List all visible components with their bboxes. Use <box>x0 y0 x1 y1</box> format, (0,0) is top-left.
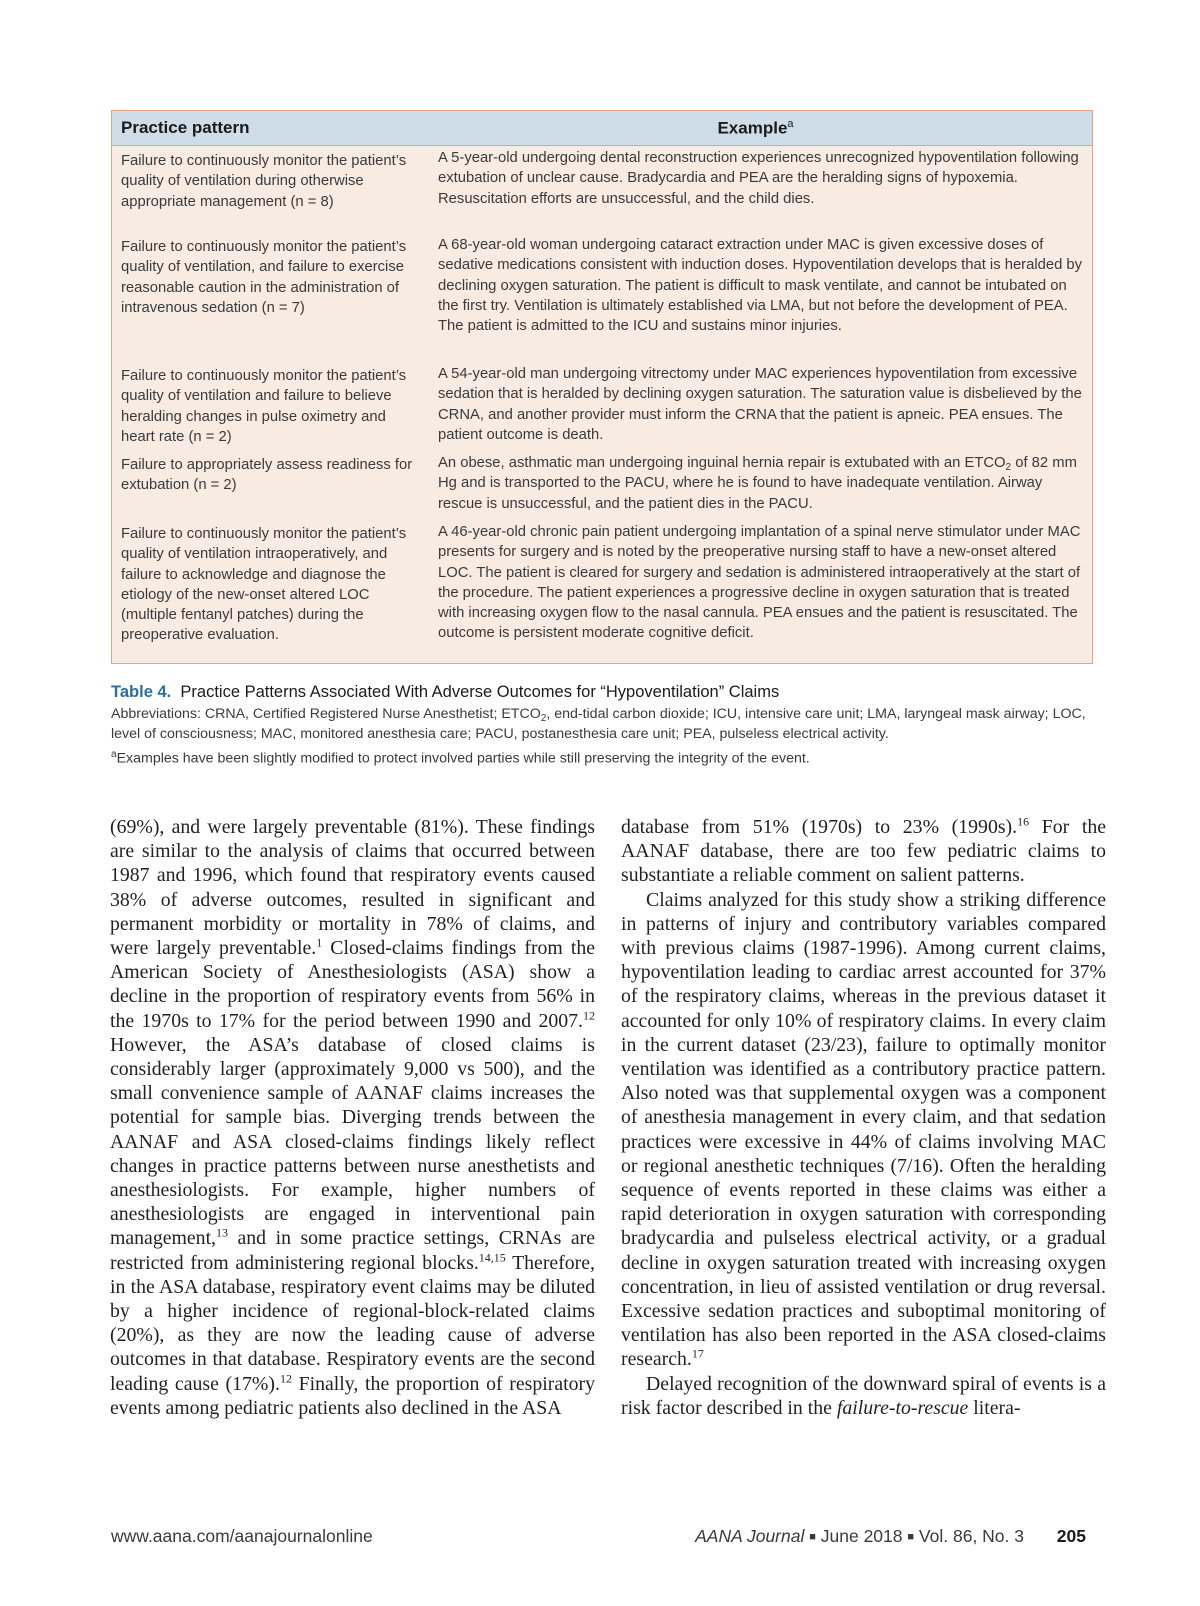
text-run: Finally, the proportion of respiratory events among pediatric patients also declined in the ASA <box>110 1372 595 1419</box>
table-row <box>112 233 1092 362</box>
footnote-text: Examples have been slightly modified to protect involved parties while still preserving the integrity of the event. <box>116 750 810 767</box>
caption-title <box>111 682 1096 702</box>
header-example-footnote: a <box>787 117 794 130</box>
example-text-cont: of 82 mm Hg and is transported to the PACU, where he is found to have inadequate ventilation. Airway rescue is unsuccessful, and the patient dies in the PACU. <box>438 455 1077 512</box>
text-run: Therefore, in the ASA database, respiratory event claims may be diluted by a higher incidence of regional-block-related claims (20%), as they are now the leading cause of adverse outcomes in that database. Respiratory events are the second leading cause (17%). <box>110 1251 595 1395</box>
practice-pattern-cell: Failure to continuously monitor the patient’s quality of ventilation during otherwise appropriate management (n = 8) <box>121 153 407 210</box>
table-header <box>112 111 1092 146</box>
emphasis: failure-to-rescue <box>836 1396 969 1419</box>
abbr-text: Abbreviations: CRNA, Certified Registered Nurse Anesthetist; ETCO <box>111 706 541 722</box>
text-run: (69%), and were largely preventable (81%). These findings are similar to the analysis of claims that occurred between 1987 and 1996, which found that respiratory events caused 38% of adverse outcomes, resulted in significant and permanent morbidity or mortality in 78% of claims, and were largely preventable. <box>110 816 595 960</box>
header-practice-pattern: Practice pattern <box>121 118 250 137</box>
volume: Vol. 86, No. 3 <box>918 1526 1024 1546</box>
text-run: Claims analyzed for this study show a striking difference in patterns of injury and contributory variables compared with previous claims (1987-1996). Among current claims, hypoventilation leading to cardiac arrest accounted for 37% of the respiratory claims, whereas in the previous dataset it accounted for only 10% of respiratory claims. In every claim in the current dataset (23/23), failure to optimally monitor ventilation was identified as a contributory practice pattern. Also noted was that supplemental oxygen was a component of anesthesia management in every claim, and that sedation practices were excessive in 44% of claims involving MAC or regional anesthetic techniques (7/16). Often the heralding sequence of events reported in these claims was either a rapid deterioration in oxygen saturation with corresponding bradycardia and pulseless electrical activity, or a gradual decline in oxygen saturation treated with increasing oxygen concentration, in lieu of assisted ventilation or drug reversal. Excessive sedation practices and suboptimal monitoring of ventilation has also been reported in the ASA closed-claims research. <box>621 888 1106 1371</box>
citation-ref: 12 <box>279 1371 292 1386</box>
body-column-right <box>621 815 1106 1420</box>
citation-ref: 17 <box>691 1346 704 1361</box>
citation-ref: 1 <box>316 935 323 950</box>
table-caption <box>111 682 1096 769</box>
example-cell <box>430 451 1092 520</box>
text-run: Delayed recognition of the downward spiral of events is a risk factor described in the <box>621 1372 1106 1419</box>
issue-date: June 2018 <box>820 1526 903 1546</box>
caption-footnote <box>111 745 1096 769</box>
practice-pattern-cell: Failure to continuously monitor the patient’s quality of ventilation intraoperatively, and failure to acknowledge and diagnose the etiology of the new-onset altered LOC (multiple fentanyl patches) during the preoperative evaluation. <box>121 526 407 644</box>
table-row <box>112 451 1092 520</box>
table-row <box>112 146 1092 233</box>
subscript: 2 <box>540 713 547 724</box>
text-run: Closed-claims findings from the American Society of Anesthesiologists (ASA) show a decline in the proportion of respiratory events from 56% in the 1970s to 17% for the period between 1990 and 2007. <box>110 937 595 1032</box>
subscript: 2 <box>1005 462 1012 473</box>
practice-pattern-cell: Failure to appropriately assess readiness for extubation (n = 2) <box>121 457 413 494</box>
paragraph <box>621 815 1106 888</box>
citation-ref: 16 <box>1017 814 1030 829</box>
example-text: An obese, asthmatic man undergoing inguinal hernia repair is extubated with an ETCO <box>438 455 1006 471</box>
text-run: database from 51% (1970s) to 23% (1990s). <box>621 816 1018 838</box>
header-example-label: Example <box>717 118 788 138</box>
journal-name: AANA Journal <box>695 1526 805 1546</box>
body-column-left <box>110 815 595 1420</box>
text-run: However, the ASA’s database of closed claims is considerably larger (approximately 9,000 vs 500), and the small convenience sample of AANAF claims increases the potential for sample bias. Diverging trends between the AANAF and ASA closed-claims findings likely reflect changes in practice patterns between nurse anesthetists and anesthesiologists. For example, higher numbers of anesthesiologists are engaged in interventional pain management, <box>110 1033 595 1250</box>
text-run: and in some practice settings, CRNAs are restricted from administering regional blocks. <box>110 1227 595 1274</box>
practice-pattern-cell: Failure to continuously monitor the patient’s quality of ventilation and failure to believe heralding changes in pulse oximetry and heart rate (n = 2) <box>121 368 407 445</box>
citation-ref: 13 <box>216 1225 229 1240</box>
caption-title-text: Practice Patterns Associated With Adverse Outcomes for “Hypoventilation” Claims <box>180 683 780 701</box>
table-row <box>112 520 1092 663</box>
caption-abbreviations <box>111 704 1096 745</box>
practice-pattern-cell: Failure to continuously monitor the patient’s quality of ventilation, and failure to exercise reasonable caution in the administration of intravenous sedation (n = 7) <box>121 239 407 316</box>
journal-citation <box>695 1526 1024 1547</box>
caption-label: Table 4. <box>111 683 172 701</box>
citation-ref: 12 <box>583 1008 595 1023</box>
paragraph <box>621 888 1106 1372</box>
table-4 <box>111 110 1093 664</box>
journal-url[interactable]: www.aana.com/aanajournalonline <box>111 1526 373 1546</box>
text-run: For the AANAF database, there are too few pediatric claims to substantiate a reliable comment on salient patterns. <box>621 816 1106 887</box>
example-cell: A 54-year-old man undergoing vitrectomy under MAC experiences hypoventilation from excessive sedation that is heralded by declining oxygen saturation. The saturation value is disbelieved by the CRNA, and another provider must inform the CRNA that the patient is apneic. PEA ensues. The patient outcome is death. <box>438 366 1082 443</box>
page-footer <box>111 1526 1086 1552</box>
example-cell: A 46-year-old chronic pain patient undergoing implantation of a spinal nerve stimulator under MAC presents for surgery and is noted by the preoperative nursing staff to have a new-onset altered LOC. The patient is cleared for surgery and sedation is administered intraoperatively at the start of the procedure. The patient experiences a progressive decline in oxygen saturation that is treated with increasing oxygen flow to the nasal cannula. PEA ensues and the patient is resuscitated. The outcome is persistent moderate cognitive deficit. <box>438 524 1081 642</box>
text-run: litera- <box>968 1396 1021 1419</box>
separator: ■ <box>907 1531 915 1543</box>
example-cell: A 68-year-old woman undergoing cataract extraction under MAC is given excessive doses of sedative medications consistent with induction doses. Hypoventilation develops that is heralded by declining oxygen saturation. The patient is difficult to mask ventilate, and cannot be intubated on the first try. Ventilation is ultimately established via LMA, but not before the development of PEA. The patient is admitted to the ICU and sustains minor injuries. <box>438 237 1083 335</box>
example-cell: A 5-year-old undergoing dental reconstruction experiences unrecognized hypoventilation following extubation of unclear cause. Bradycardia and PEA are the heralding signs of hypoxemia. Resuscitation efforts are unsuccessful, and the child dies. <box>438 150 1079 207</box>
citation-ref: 14,15 <box>478 1250 506 1265</box>
abbr-text-cont: , end-tidal carbon dioxide; ICU, intensive care unit; LMA, laryngeal mask airway; LOC, level of consciousness; MAC, monitored anesthesia care; PACU, postanesthesia care unit; PEA, pulseless electrical activity. <box>111 706 1086 743</box>
page-number: 205 <box>1056 1526 1086 1546</box>
footnote-marker: a <box>111 748 117 760</box>
paragraph <box>110 815 595 1420</box>
paragraph <box>621 1372 1106 1420</box>
header-example <box>439 118 1092 139</box>
separator: ■ <box>809 1531 816 1543</box>
table-row <box>112 362 1092 451</box>
